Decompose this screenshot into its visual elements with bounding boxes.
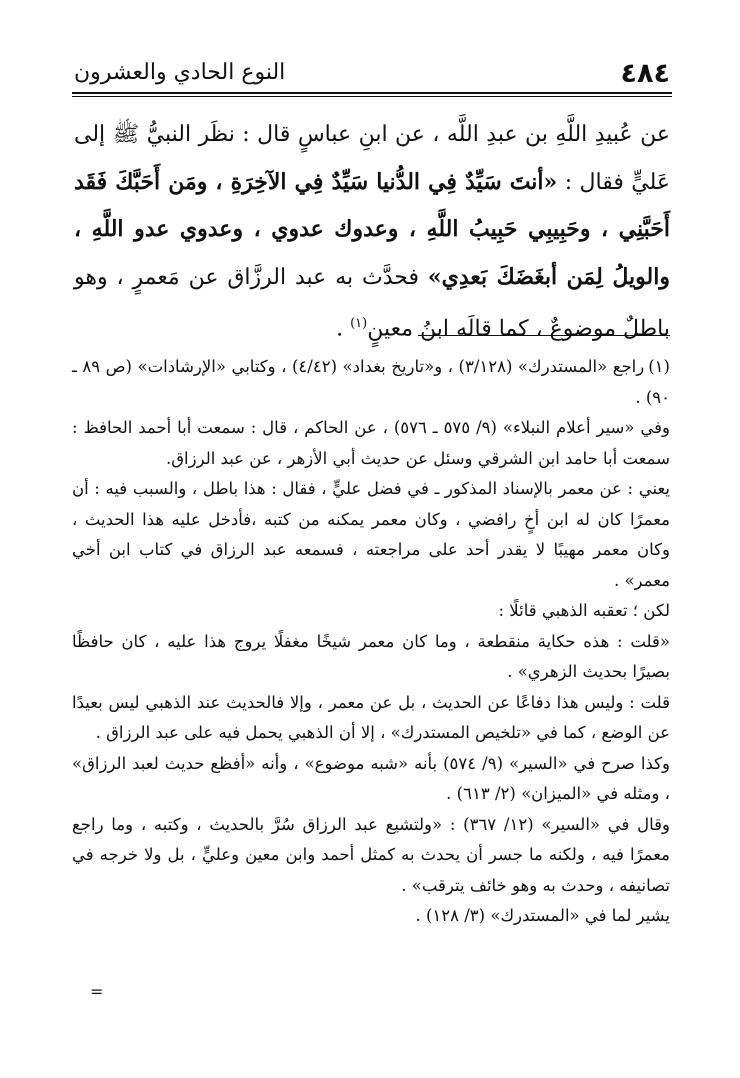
chapter-title: النوع الحادي والعشرون <box>74 60 286 85</box>
end-period: . <box>336 316 344 342</box>
hadith-verdict: فحدَّث به عبد الرزَّاق عن مَعمرٍ ، وهو باطلٌ موضوعٌ ، كما قالَه ابنُ معينٍ <box>74 264 670 342</box>
page-header <box>74 56 670 92</box>
header-rule-thick <box>72 92 672 94</box>
footnote-paragraph: قلت : وليس هذا دفاعًا عن الحديث ، بل عن معمر ، وإلا فالحديث عند الذهبي ليس بعيدًا عن الوضع ، كما في «تلخيص المستدرك» ، إلا أن الذهبي يحمل فيه على عبد الرزاق . <box>72 692 670 742</box>
footnote-paragraph: وكذا صرح في «السير» (٩/ ٥٧٤) بأنه «شبه موضوع» ، وأنه «أفظع حديث لعبد الرزاق» ، ومثله في «الميزان» (٢/ ٦١٣) . <box>72 753 670 803</box>
header-rule-thin <box>72 96 672 97</box>
page-number: ٤٨٤ <box>620 58 670 89</box>
footnote-reference-mark[interactable]: (١) <box>350 316 368 331</box>
footnote-paragraph: «قلت : هذه حكاية منقطعة ، وما كان معمر شيخًا مغفلًا يروج هذا عليه ، كان حافظًا بصيرًا بحديث الزهري» . <box>72 631 670 681</box>
hadith-quote: «أنتَ سَيِّدٌ فِي الدُّنيا سَيِّدٌ فِي الآخِرَةِ ، ومَن أَحَبَّكَ فَقَد أَحَبَّنِي ، وحَبِيبِي حَبِيبُ اللَّهِ ، وعدوك عدوي ، وعدوي عدو اللَّهِ ، والويلُ لِمَن أبغَضَكَ بَعدِي» <box>74 168 670 290</box>
main-text <box>74 112 670 353</box>
footnote-paragraph <box>72 352 670 413</box>
footnote-paragraph: وفي «سير أعلام النبلاء» (٩/ ٥٧٥ ـ ٥٧٦) ، عن الحاكم ، قال : سمعت أبا أحمد الحافظ : سمعت أبا حامد ابن الشرقي وسئل عن حديث أبي الأزهر ، عن عبد الرزاق. <box>72 418 670 468</box>
hadith-intro: عن عُبيدِ اللَّهِ بن عبدِ اللَّه ، عن ابنِ عباسٍ قال : نظَر النبيُّ ﷺ إلى عَليٍّ فقال : <box>74 122 670 195</box>
footnote-paragraph: يشير لما في «المستدرك» (٣/ ١٢٨) . <box>415 906 670 925</box>
footnote-separator <box>418 335 670 336</box>
main-paragraph <box>74 112 670 353</box>
footnotes-section <box>72 352 670 932</box>
footnote-paragraph: لكن ؛ تعقبه الذهبي قائلًا : <box>498 601 670 620</box>
footnote-number: (١) <box>648 357 670 376</box>
footnote-paragraph: وقال في «السير» (١٢/ ٣٦٧) : «ولتشيع عبد الرزاق سُرَّ بالحديث ، وكتبه ، وما راجع معمرًا فيه ، ولكنه ما جسر أن يحدث به كمثل أحمد وابن معين وعليٍّ ، بل ولا خرجه في تصانيفه ، وحدث به وهو خائف يترقب» . <box>72 814 670 895</box>
footnote-text: راجع «المستدرك» (٣/١٢٨) ، و«تاريخ بغداد» (٤/٤٢) ، وكتابي «الإرشادات» (ص ٨٩ ـ ٩٠) . <box>72 357 670 407</box>
footnote-paragraph: يعني : عن معمر بالإسناد المذكور ـ في فضل عليٍّ ، فقال : هذا باطل ، والسبب فيه : أن معمرًا كان له ابن أخٍ رافضي ، وكان معمر يمكنه من كتبه ،فأدخل عليه هذا الحديث ، وكان معمر مهيبًا لا يقدر أحد على مراجعته ، فسمعه عبد الرزاق في كتاب ابن أخي معمر» . <box>72 479 670 590</box>
continuation-mark: = <box>90 982 104 1001</box>
